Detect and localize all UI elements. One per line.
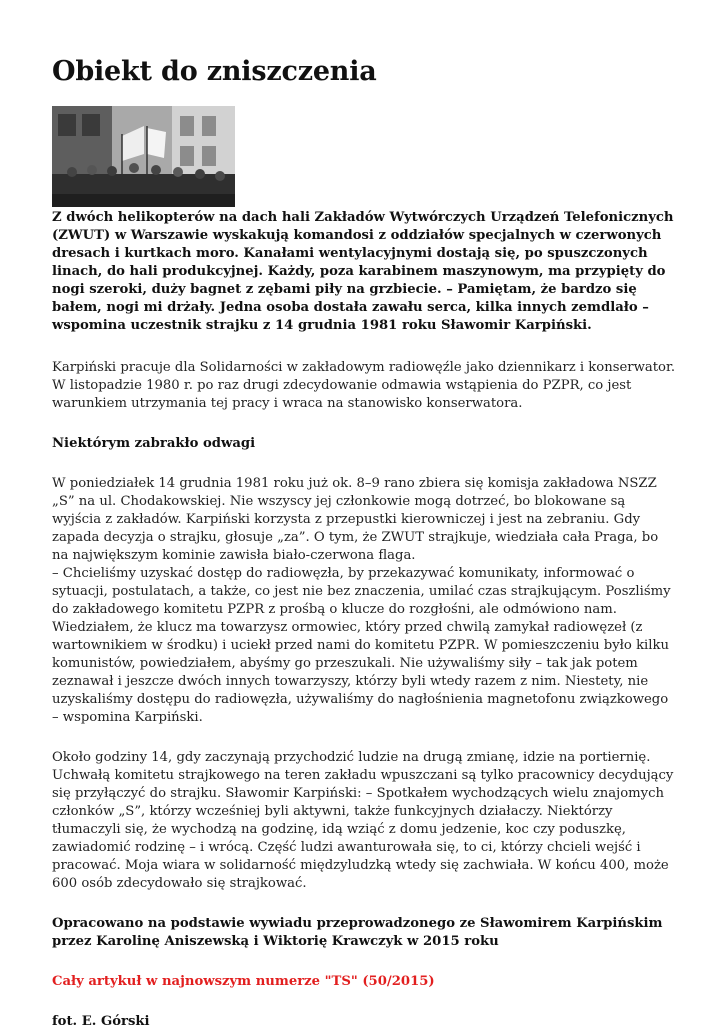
photo-image <box>52 106 235 207</box>
photo-credit: fot. E. Górski <box>52 1014 150 1029</box>
article-photo <box>52 106 235 207</box>
paragraph: – Chcieliśmy uzyskać dostęp do radiowęzła, by przekazywać komunikaty, informować o sytuacji, postulatach, a także, co jest nie bez znaczenia, umilać czas strajkującym. Poszliśmy do zakładowego komitetu PZPR z prośbą o klucze do rozgłośni, ale odmówiono nam. Wiedziałem, że klucz ma towarzysz ormowiec, który przed chwilą zamykał radiowęzeł (z wartownikiem w środku) i uciekł przed nami do komitetu PZPR. W pomieszczeniu było kilku komunistów, powiedziałem, abyśmy go przeszukali. Nie używaliśmy siły – tak jak potem zeznawał i jeszcze dwóch innych towarzyszy, którzy byli wtedy razem z nim. Niestety, nie uzyskaliśmy dostępu do radiowęzła, używaliśmy do nagłośnienia magnetofonu związkowego – wspomina Karpiński. <box>52 566 671 725</box>
article <box>52 52 677 1031</box>
section-heading: Niektórym zabrakło odwagi <box>52 436 256 451</box>
paragraph: W poniedziałek 14 grudnia 1981 roku już ok. 8–9 rano zbiera się komisja zakładowa NSZZ „S” na ul. Chodakowskiej. Nie wszyscy jej członkowie mogą dotrzeć, bo blokowane są wyjścia z zakładów. Karpiński korzysta z przepustki kierowniczej i jest na zebraniu. Gdy zapada decyzja o strajku, głosuje „za”. O tym, że ZWUT strajkuje, wiedziała cała Praga, bo na największym kominie zawisła biało-czerwona flaga. <box>52 476 659 563</box>
full-article-link[interactable]: Cały artykuł w najnowszym numerze "TS" (50/2015) <box>52 974 435 989</box>
article-lead: Z dwóch helikopterów na dach hali Zakładów Wytwórczych Urządzeń Telefonicznych (ZWUT) w Warszawie wyskakują komandosi z oddziałów specjalnych w czerwonych dresach i kurtkach moro. Kanałami wentylacyjnymi dostają się, po spuszczonych linach, do hali produkcyjnej. Każdy, poza karabinem maszynowym, ma przypięty do nogi szeroki, duży bagnet z zębami piły na grzbiecie. – Pamiętam, że bardzo się bałem, nogi mi drżały. Jedna osoba dostała zawału serca, kilka innych zemdlało – wspomina uczestnik strajku z 14 grudnia 1981 roku Sławomir Karpiński. <box>52 210 674 333</box>
source-note: Opracowano na podstawie wywiadu przeprowadzonego ze Sławomirem Karpińskim przez Karolinę Aniszewską i Wiktorię Krawczyk w 2015 roku <box>52 916 663 949</box>
paragraph: Karpiński pracuje dla Solidarności w zakładowym radiowęźle jako dziennikarz i konserwator. W listopadzie 1980 r. po raz drugi zdecydowanie odmawia wstąpienia do PZPR, co jest warunkiem utrzymania tej pracy i wraca na stanowisko konserwatora. <box>52 360 676 411</box>
page-title: Obiekt do zniszczenia <box>52 56 377 87</box>
paragraph: Około godziny 14, gdy zaczynają przychodzić ludzie na drugą zmianę, idzie na portiernię. Uchwałą komitetu strajkowego na teren zakładu wpuszczani są tylko pracownicy decydujący się przyłączyć do strajku. Sławomir Karpiński: – Spotkałem wychodzących wielu znajomych członków „S”, którzy wcześniej byli aktywni, także funkcyjnych działaczy. Niektórzy tłumaczyli się, że wychodzą na godzinę, idą wziąć z domu jedzenie, koc czy poduszkę, zawiadomić rodzinę – i wrócą. Część ludzi awanturowała się, to ci, którzy chcieli wejść i pracować. Moja wiara w solidarność międzyludzką wtedy się zachwiała. W końcu 400, może 600 osób zdecydowało się strajkować. <box>52 750 674 891</box>
